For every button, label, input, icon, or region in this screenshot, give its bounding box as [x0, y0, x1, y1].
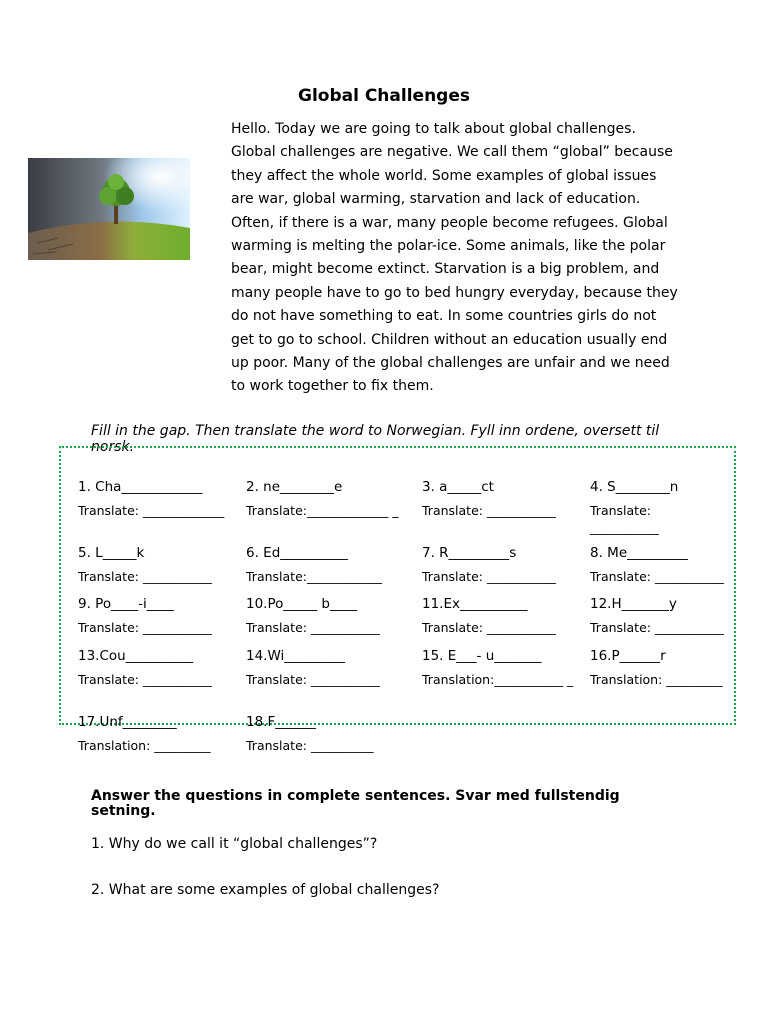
split-tree-image: [28, 158, 190, 260]
gap-word[interactable]: 13.Cou__________: [78, 648, 194, 664]
gap-item: [590, 648, 735, 688]
gap-word[interactable]: 8. Me_________: [590, 545, 688, 561]
question-item: 1. Why do we call it “global challenges”?: [91, 836, 378, 852]
gap-item: [246, 545, 416, 585]
gap-item: [422, 596, 592, 636]
gap-item: [422, 545, 592, 585]
gap-word[interactable]: 17.Unf________: [78, 714, 177, 730]
gap-translate[interactable]: Translation:___________ _: [422, 672, 574, 687]
gap-word[interactable]: 11.Ex__________: [422, 596, 528, 612]
questions-heading: Answer the questions in complete sentences. Svar med fullstendig setning.: [91, 788, 620, 819]
gap-word[interactable]: 6. Ed__________: [246, 545, 348, 561]
gap-item: [246, 479, 416, 519]
gap-translate[interactable]: Translate: ___________: [590, 569, 724, 584]
gap-translate[interactable]: Translate:____________: [246, 569, 382, 584]
gap-item: [246, 714, 416, 754]
gap-word[interactable]: 7. R_________s: [422, 545, 517, 561]
gap-word[interactable]: 15. E___- u_______: [422, 648, 542, 664]
gap-word[interactable]: 2. ne________e: [246, 479, 343, 495]
gap-word[interactable]: 5. L_____k: [78, 545, 145, 561]
gap-item: [590, 545, 735, 585]
gap-item: [422, 479, 592, 519]
gap-translate[interactable]: Translate: ___________: [422, 569, 556, 584]
gap-translate[interactable]: Translate: ___________: [246, 620, 380, 635]
gap-translate[interactable]: Translation: _________: [78, 738, 211, 753]
gap-translate[interactable]: Translate: ___________: [78, 569, 212, 584]
gap-word[interactable]: 4. S________n: [590, 479, 679, 495]
gap-translate[interactable]: Translate: ___________: [590, 620, 724, 635]
gap-translate[interactable]: Translate: ___________: [246, 672, 380, 687]
gap-translate[interactable]: Translation: _________: [590, 672, 723, 687]
tree-photo: [28, 158, 190, 260]
gap-word[interactable]: 12.H_______y: [590, 596, 677, 612]
gap-item: [78, 479, 248, 519]
gap-word[interactable]: 14.Wi_________: [246, 648, 346, 664]
gap-word[interactable]: 18.F______: [246, 714, 316, 730]
gap-translate[interactable]: Translate: _____________: [78, 503, 225, 518]
gap-item: [246, 596, 416, 636]
question-item: 2. What are some examples of global challenges?: [91, 882, 440, 898]
gap-item: [590, 596, 735, 636]
gap-item: [78, 545, 248, 585]
gap-translate[interactable]: Translate: __________: [246, 738, 374, 753]
gap-word[interactable]: 10.Po_____ b____: [246, 596, 357, 612]
gap-word[interactable]: 16.P______r: [590, 648, 666, 664]
gap-item: [78, 714, 248, 754]
gap-item: [78, 648, 248, 688]
gap-translate[interactable]: Translate:_____________ _: [246, 503, 399, 518]
gap-fill-instruction: Fill in the gap. Then translate the word to Norwegian. Fyll inn ordene, oversett til norsk.: [91, 423, 660, 455]
gap-item: [78, 596, 248, 636]
gap-word[interactable]: 9. Po____-i____: [78, 596, 174, 612]
gap-translate[interactable]: Translate: ___________: [422, 620, 556, 635]
gap-item: [246, 648, 416, 688]
gap-item: [590, 479, 700, 536]
gap-item: [422, 648, 582, 688]
page-title: Global Challenges: [297, 86, 470, 106]
gap-word[interactable]: 3. a_____ct: [422, 479, 494, 495]
intro-paragraph: Hello. Today we are going to talk about global challenges. Global challenges are negative. We call them “global” because they affect the whole world. Some examples of global issues are war, global warming, starvation and lack of education. Often, if there is a war, many people become refugees. Global warming is melting the polar-ice. Some animals, like the polar bear, might become extinct. Starvation is a big problem, and many people have to go to bed hungry everyday, because they do not have something to eat. In some countries girls do not get to go to school. Children without an education usually end up poor. Many of the global challenges are unfair and we need to work together to fix them.: [231, 121, 678, 395]
gap-translate[interactable]: Translate: ___________: [422, 503, 556, 518]
gap-translate[interactable]: Translate: ___________: [590, 503, 659, 535]
gap-word[interactable]: 1. Cha____________: [78, 479, 203, 495]
gap-translate[interactable]: Translate: ___________: [78, 620, 212, 635]
gap-translate[interactable]: Translate: ___________: [78, 672, 212, 687]
